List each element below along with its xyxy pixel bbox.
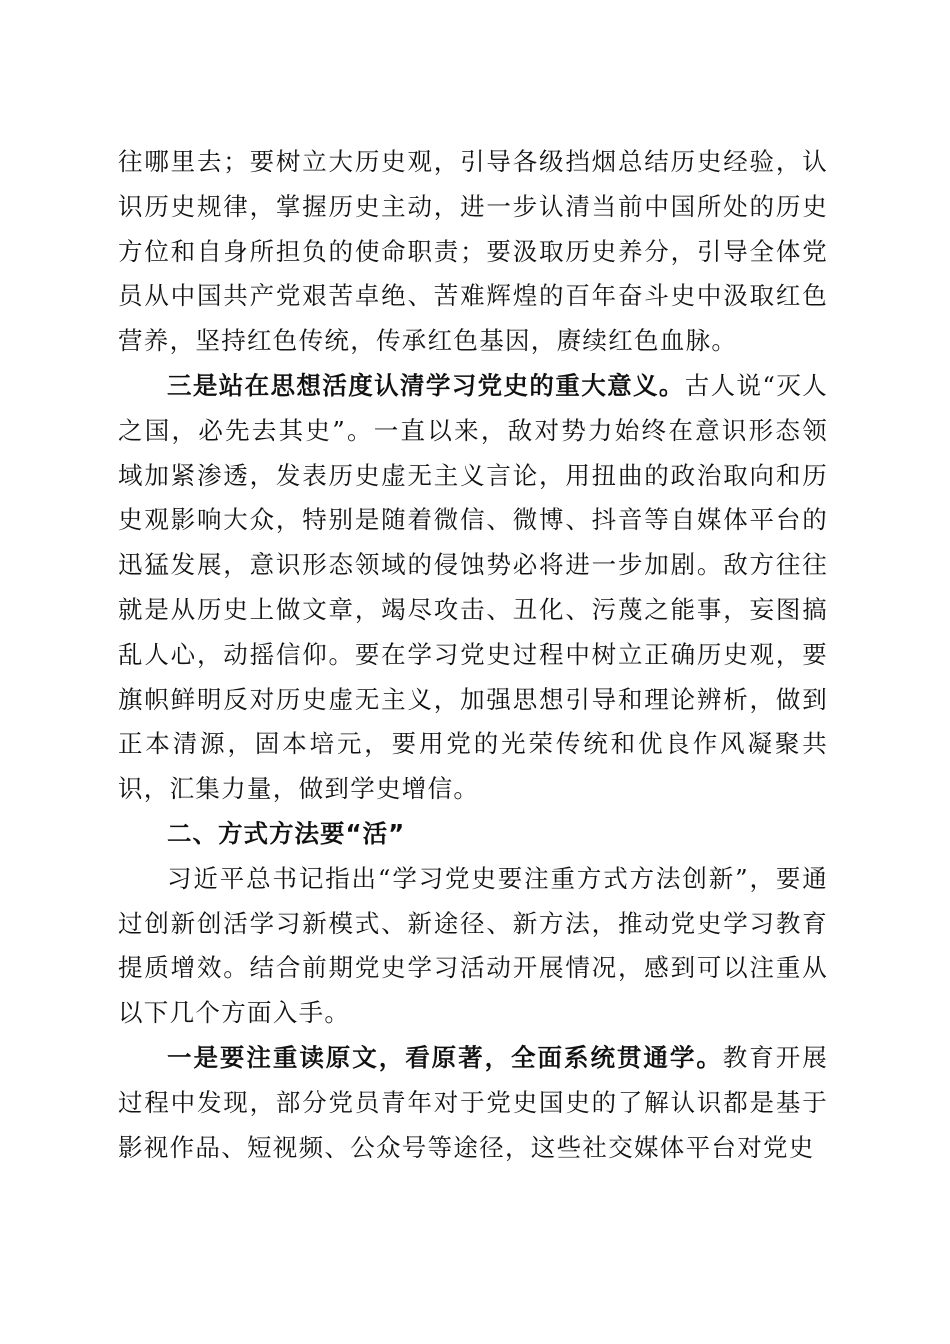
point-three-lead: 三是站在思想活度认清学习党史的重大意义。 — [167, 370, 685, 400]
paragraph-continuation: 往哪里去；要树立大历史观，引导各级挡烟总结历史经验，认识历史规律，掌握历史主动，进一步认清当前中国所处的历史方位和自身所担负的使命职责；要汲取历史养分，引导全体党员从中国共产党艰苦卓绝、苦难辉煌的百年奋斗史中汲取红色营养，坚持红色传统，传承红色基因，赓续红色血脉。 — [118, 147, 828, 356]
paragraph-point-one — [118, 1036, 828, 1170]
point-three-body: 古人说“灭人之国，必先去其史”。一直以来，敌对势力始终在意识形态领域加紧渗透，发表历史虚无主义言论，用扭曲的政治取向和历史观影响大众，特别是随着微信、微博、抖音等自媒体平台的迅猛发展，意识形态领域的侵蚀势必将进一步加剧。敌方往往就是从历史上做文章，竭尽攻击、丑化、污蔑之能事，妄图搞乱人心，动摇信仰。要在学习党史过程中树立正确历史观，要旗帜鲜明反对历史虚无主义，加强思想引导和理论辨析，做到正本清源，固本培元，要用党的光荣传统和优良作风凝聚共识，汇集力量，做到学史增信。 — [118, 370, 829, 804]
point-one-body: 教育开展过程中发现，部分党员青年对于党史国史的了解认识都是基于影视作品、短视频、公众号等途径，这些社交媒体平台对党史 — [118, 1042, 828, 1162]
point-one-lead: 一是要注重读原文，看原著，全面系统贯通学。 — [167, 1042, 723, 1072]
document-body — [118, 140, 828, 1170]
section-heading-two: 二、方式方法要“活” — [167, 818, 406, 848]
paragraph-point-three — [118, 364, 828, 812]
paragraph-section-intro: 习近平总书记指出“学习党史要注重方式方法创新”，要通过创新创活学习新模式、新途径、新方法，推动党史学习教育提质增效。结合前期党史学习活动开展情况，感到可以注重从以下几个方面入手。 — [118, 863, 828, 1028]
